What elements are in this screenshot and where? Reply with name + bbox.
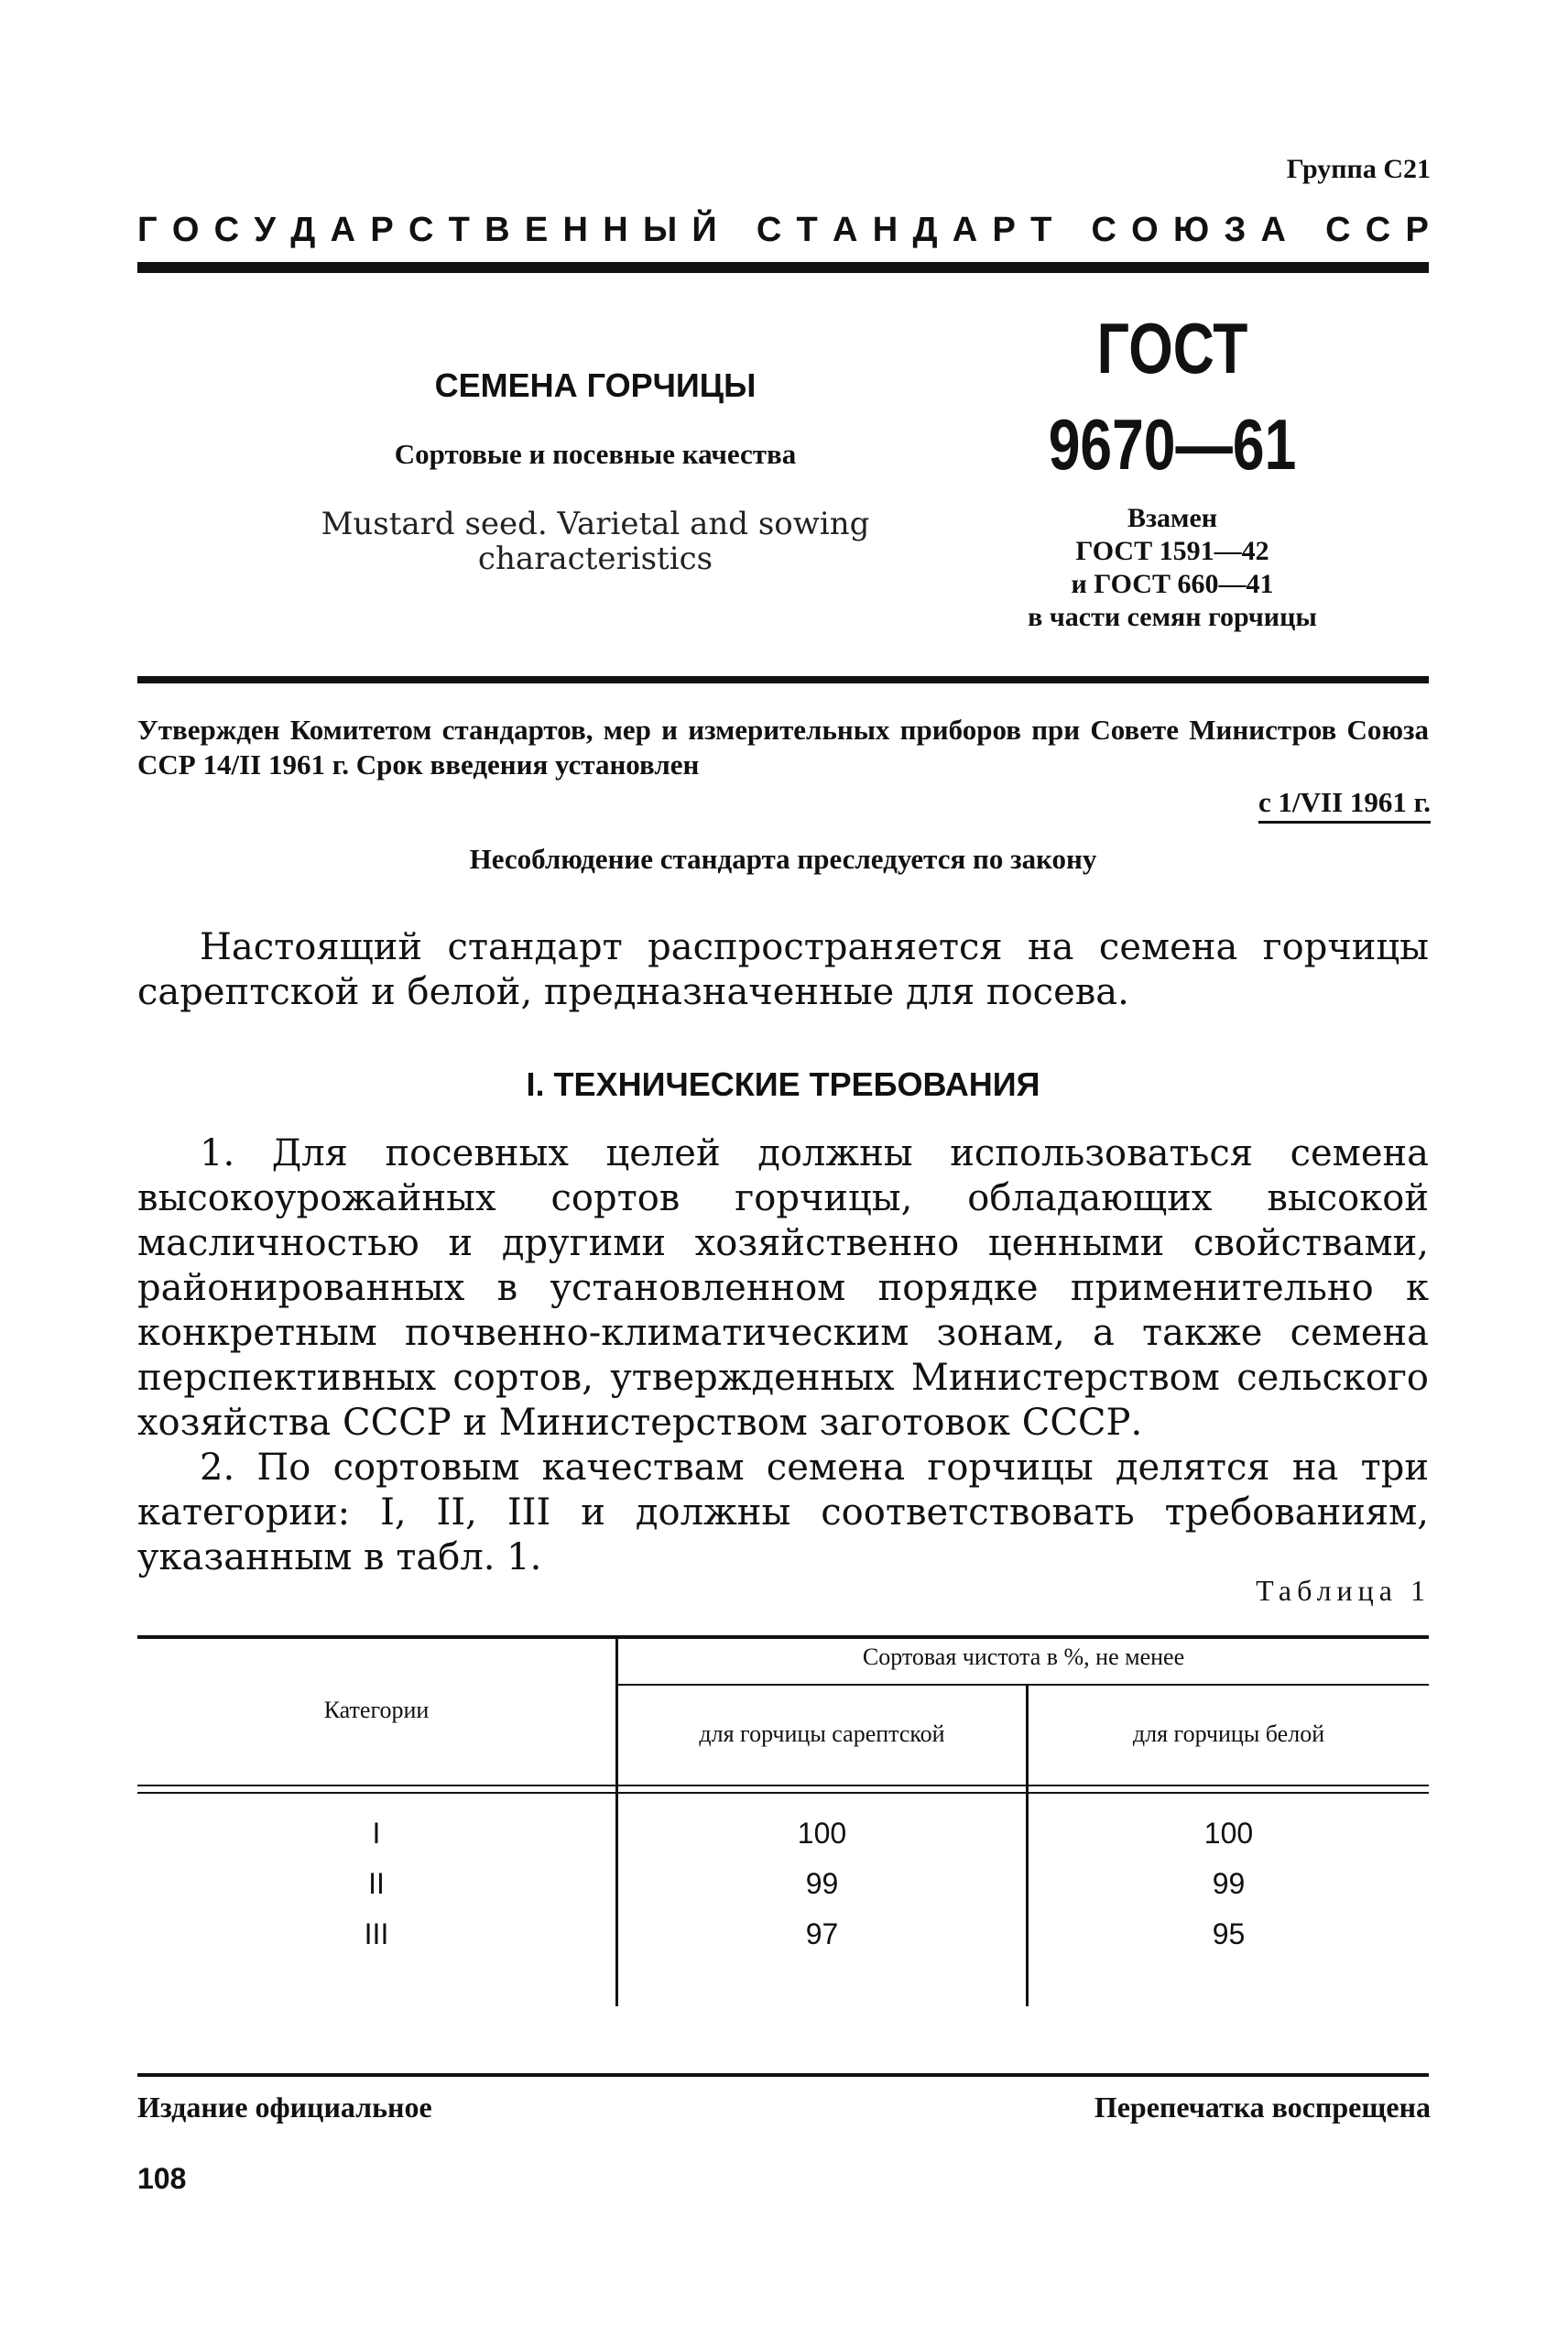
heading-letter: А [1260,211,1286,249]
english-title [275,507,916,576]
standard-title: СЕМЕНА ГОРЧИЦЫ [434,366,757,404]
table-row-2-white: 99 [1212,1867,1246,1900]
heading-letter: Т [448,211,470,249]
heading-letter: Р [1405,211,1429,249]
paragraph-2: 2. По сортовым качествам семена горчицы делятся на три категории: I, II, III и должны соответствовать требованиям, указанным в табл. 1. [137,1447,1429,1578]
heading-letter: С [756,211,782,249]
intro-text: Настоящий стандарт распространяется на семена горчицы сарептской и белой, предназначенные для посева. [137,926,1429,1013]
heading-letter: Т [1030,211,1052,249]
heading-letter: С [1091,211,1116,249]
group-code: Группа С21 [1286,154,1431,184]
heading-letter: Р [370,211,394,249]
intro-paragraph [137,925,1429,1015]
heading-letter: Е [524,211,549,249]
heading-letter: Н [562,211,588,249]
heading-gap [1067,211,1077,250]
replaces-block [1007,502,1337,634]
heading-letter: О [171,211,200,249]
heading-letter: С [213,211,240,249]
approval-date: с 1/VII 1961 г. [1258,786,1431,824]
title-rule [137,676,1429,683]
th-sarepta: для горчицы сарептской [699,1720,945,1747]
heading-letter: Н [872,211,898,249]
requirements-body [137,1131,1429,1580]
replaces-line: ГОСТ 1591—42 [1075,536,1269,566]
table-header-rule-double [137,1792,1429,1794]
heading-letter: В [485,211,510,249]
reprint-prohibited: Перепечатка воспрещена [1094,2091,1431,2124]
table-row-1-white: 100 [1203,1817,1254,1850]
heading-letter: Й [691,211,717,249]
heading-letter: А [952,211,978,249]
english-title-line1: Mustard seed. Varietal and sowing [321,506,870,542]
paragraph-1: 1. Для посевных целей должны использоваться семена высокоурожайных сортов горчицы, обладающих высокой масличностью и другими хозяйственно ценными свойствами, районированных в установленном порядке применительно к конкретным почвенно-климатическим зонам, а также семена перспективных сортов, утвержденных Министерством сельского хозяйства СССР и Министерством заготовок СССР. [137,1132,1429,1444]
table-row-2-category: II [368,1867,385,1900]
state-standard-heading [137,211,1429,250]
heading-letter: С [1325,211,1351,249]
table-row-1-category: I [372,1817,381,1850]
heading-letter: Д [290,211,316,249]
heading-letter: Д [912,211,938,249]
replaces-line: в части семян горчицы [1028,602,1317,632]
table-caption: Таблица 1 [1256,1574,1431,1607]
heading-letter: Н [603,211,628,249]
heading-letter: О [1131,211,1159,249]
table-row-3-category: III [364,1917,389,1950]
th-white: для горчицы белой [1132,1720,1325,1747]
th-purity-group: Сортовая чистота в %, не менее [862,1643,1185,1670]
heading-letter: Р [992,211,1016,249]
table-row-2-sarepta: 99 [805,1867,839,1900]
heading-letter: З [1224,211,1247,249]
english-title-line2: characteristics [477,541,713,577]
heading-letter: Т [796,211,818,249]
table-row-3-white: 95 [1212,1917,1246,1950]
heading-letter: С [408,211,434,249]
gost-label: ГОСТ [1096,308,1248,388]
gost-number: 9670—61 [1048,404,1297,485]
page-number: 108 [137,2162,187,2195]
official-edition: Издание официальное [137,2091,432,2124]
table-subheader-rule [615,1684,1429,1686]
table-top-rule [137,1635,1429,1639]
heading-letter: А [330,211,356,249]
header-rule [137,262,1429,273]
heading-letter: Ы [642,211,678,249]
heading-letter: У [254,211,276,249]
heading-gap [1301,211,1311,250]
table-header-rule [137,1785,1429,1786]
heading-letter: Ю [1173,211,1210,249]
replaces-line: и ГОСТ 660—41 [1071,569,1274,599]
table-row-1-sarepta: 100 [797,1817,847,1850]
table-row-3-sarepta: 97 [805,1917,839,1950]
standard-subtitle: Сортовые и посевные качества [394,438,797,470]
section-title: I. ТЕХНИЧЕСКИЕ ТРЕБОВАНИЯ [526,1065,1040,1103]
heading-gap [732,211,742,250]
legal-warning: Несоблюдение стандарта преследуется по закону [469,843,1097,875]
heading-letter: С [1365,211,1391,249]
heading-letter: Г [137,211,158,249]
th-category: Категории [323,1697,430,1723]
heading-letter: А [833,211,858,249]
footer-rule [137,2073,1429,2077]
replaces-line: Взамен [1127,503,1218,533]
approval-text: Утвержден Комитетом стандартов, мер и измерительных приборов при Совете Министров Союза ССР 14/II 1961 г. Срок введения установлен [137,714,1429,781]
